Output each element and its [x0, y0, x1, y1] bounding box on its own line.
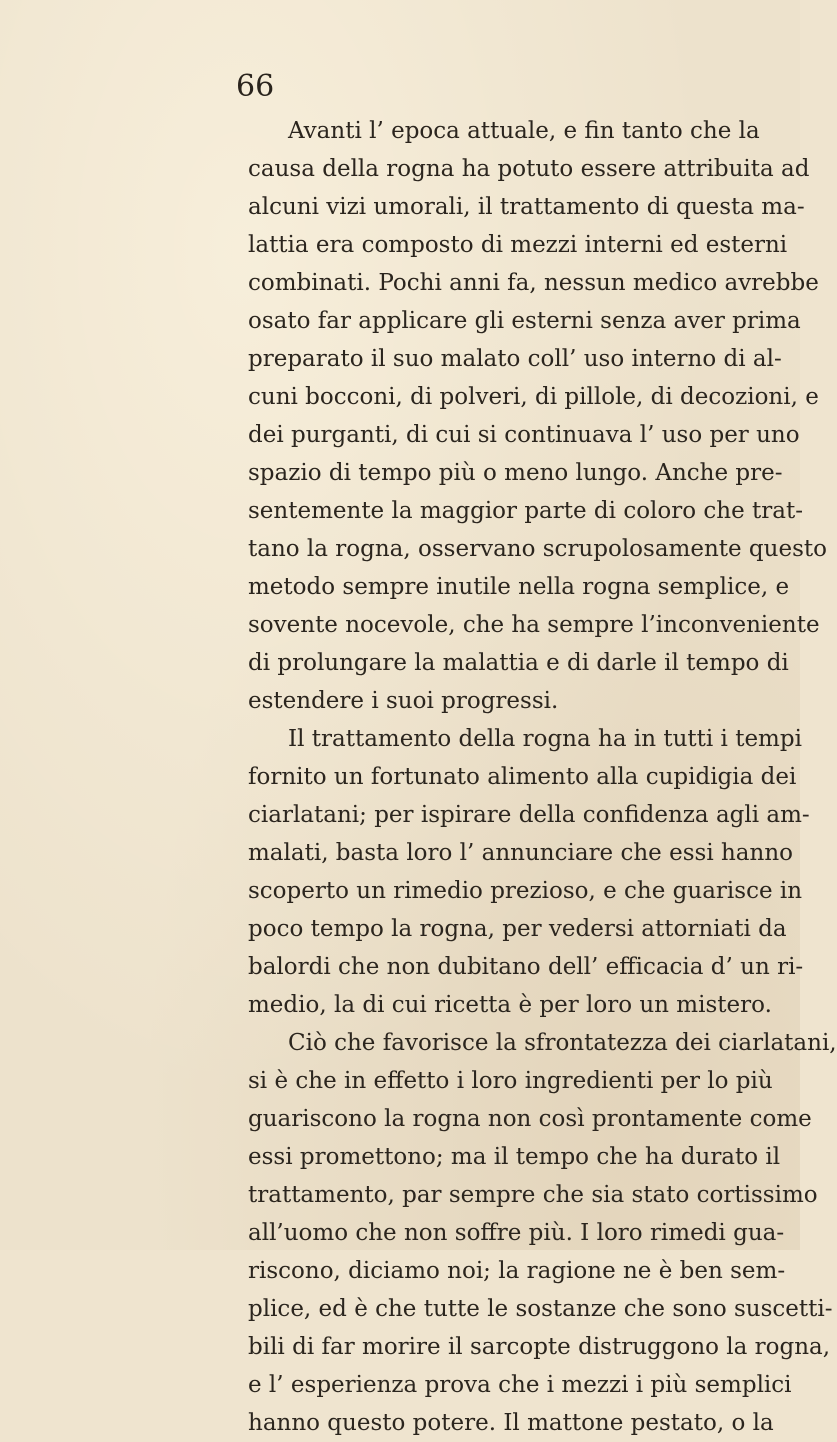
- text-line: poco tempo la rogna, per vedersi attorniati da: [248, 916, 787, 942]
- text-line: estendere i suoi progressi.: [248, 688, 559, 714]
- text-line: all’uomo che non soffre più. I loro rimedi gua-: [248, 1220, 785, 1246]
- text-line: Avanti l’ epoca attuale, e fin tanto che la: [288, 118, 760, 144]
- text-line: preparato il suo malato coll’ uso interno di al-: [248, 346, 782, 372]
- text-line: cuni bocconi, di polveri, di pillole, di decozioni, e: [248, 384, 819, 410]
- text-line: tano la rogna, osservano scrupolosamente questo: [248, 536, 827, 562]
- text-line: lattia era composto di mezzi interni ed esterni: [248, 232, 788, 258]
- text-line: ciarlatani; per ispirare della confidenza agli am-: [248, 802, 810, 828]
- text-line: sovente nocevole, che ha sempre l’inconveniente: [248, 612, 820, 638]
- text-line: riscono, diciamo noi; la ragione ne è ben sem-: [248, 1258, 786, 1284]
- text-line: di prolungare la malattia e di darle il tempo di: [248, 650, 789, 676]
- text-line: malati, basta loro l’ annunciare che essi hanno: [248, 840, 793, 866]
- text-line: hanno questo potere. Il mattone pestato, o la: [248, 1410, 774, 1436]
- text-line: causa della rogna ha potuto essere attribuita ad: [248, 156, 810, 182]
- text-line: guariscono la rogna non così prontamente come: [248, 1106, 812, 1132]
- text-line: essi promettono; ma il tempo che ha durato il: [248, 1144, 781, 1170]
- text-line: scoperto un rimedio prezioso, e che guarisce in: [248, 878, 803, 904]
- text-line: dei purganti, di cui si continuava l’ uso per uno: [248, 422, 800, 448]
- text-line: osato far applicare gli esterni senza aver prima: [248, 308, 801, 334]
- text-line: balordi che non dubitano dell’ efficacia d’ un ri-: [248, 954, 804, 980]
- text-line: fornito un fortunato alimento alla cupidigia dei: [248, 764, 797, 790]
- text-line: spazio di tempo più o meno lungo. Anche pre-: [248, 460, 783, 486]
- text-line: plice, ed è che tutte le sostanze che sono suscetti-: [248, 1296, 833, 1322]
- text-line: sentemente la maggior parte di coloro che trat-: [248, 498, 803, 524]
- page-number: 66: [236, 69, 275, 104]
- body-text: [248, 112, 837, 1442]
- text-line: combinati. Pochi anni fa, nessun medico avrebbe: [248, 270, 819, 296]
- text-line: alcuni vizi umorali, il trattamento di questa ma-: [248, 194, 805, 220]
- text-line: metodo sempre inutile nella rogna semplice, e: [248, 574, 790, 600]
- text-line: e l’ esperienza prova che i mezzi i più semplici: [248, 1372, 792, 1398]
- text-line: si è che in effetto i loro ingredienti per lo più: [248, 1068, 773, 1094]
- text-line: Ciò che favorisce la sfrontatezza dei ciarlatani,: [288, 1030, 837, 1056]
- text-line: bili di far morire il sarcopte distruggono la rogna,: [248, 1334, 831, 1360]
- text-line: Il trattamento della rogna ha in tutti i tempi: [288, 726, 802, 752]
- text-line: trattamento, par sempre che sia stato cortissimo: [248, 1182, 818, 1208]
- text-line: medio, la di cui ricetta è per loro un mistero.: [248, 992, 772, 1018]
